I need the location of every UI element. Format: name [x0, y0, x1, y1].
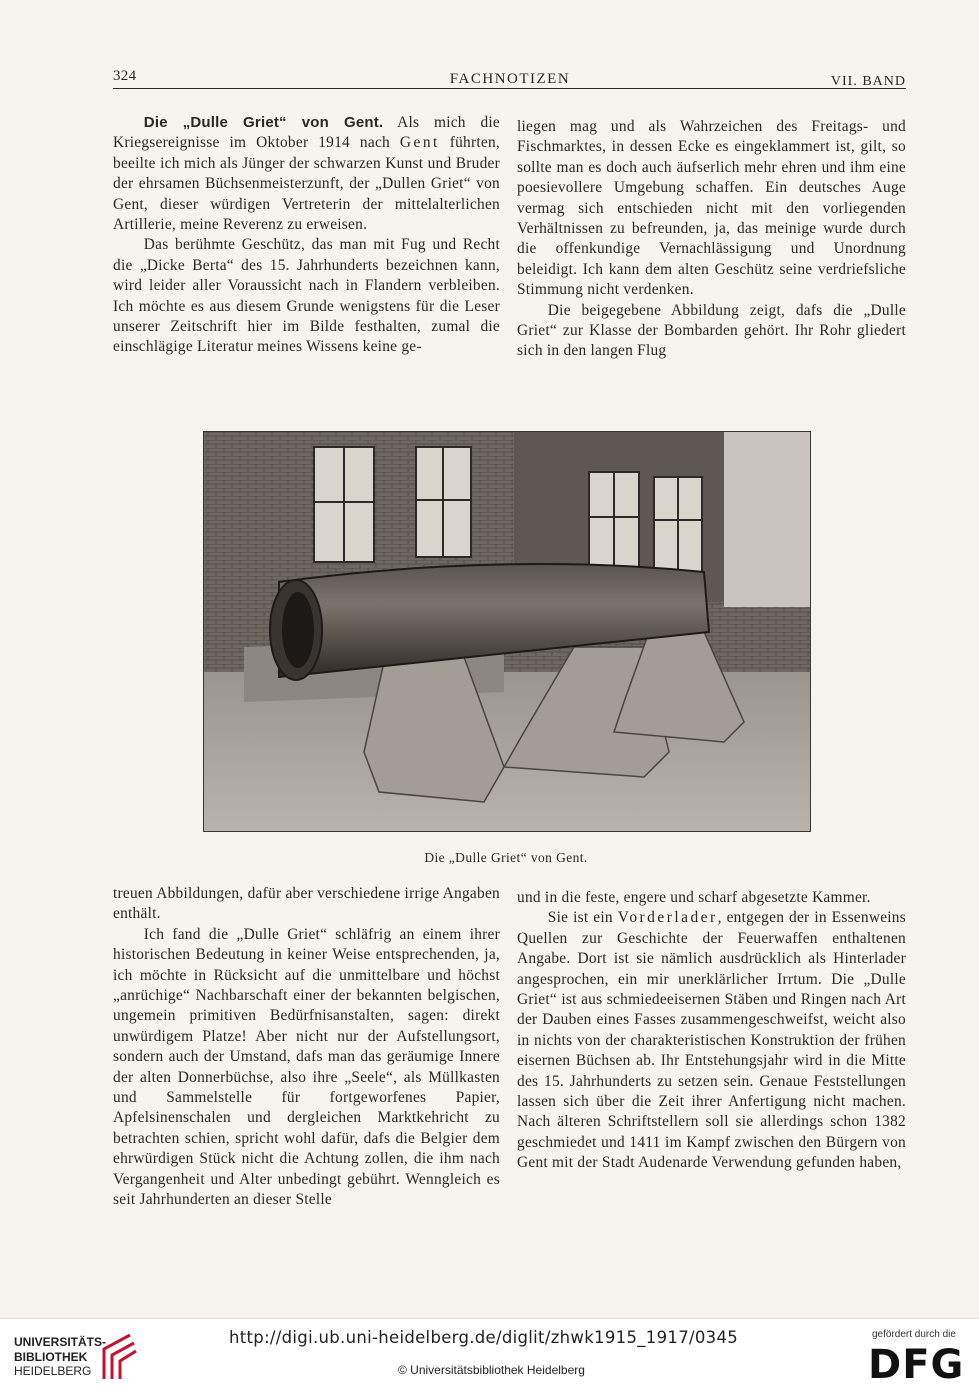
text-run: Als mich die Kriegsereignisse im Oktober 1914 nach [113, 114, 500, 152]
spaced-word: Vorderlader [617, 909, 718, 927]
running-title: FACHNOTIZEN [449, 71, 571, 87]
cannon-illustration [204, 432, 810, 831]
text-run: führten, beeilte ich mich als Jünger der schwarzen Kunst und Bruder der ehrsamen Büchsenmeisterzunft, der „Dullen Griet“ von Gent, dieser würdigen Vertreterin der mittelalterlichen Artillerie, meine Reverenz zu erweisen. [113, 134, 500, 234]
text-run: , entgegen der in Essenweins Quellen zur Geschichte der Feuerwaffen enthaltenen Angabe. Dort ist sie nämlich ausdrücklich als Hinterlader angesprochen, ein mir unerklärlicher Irrtum. Die „Dulle Griet“ ist aus schmiedeeisernen Stäben und Ringen nach Art der Dauben eines Fasses zusammengeschweifst, weicht also in nichts von der charakteristischen Konstruktion der frühen eisernen Büchsen ab. Ihr Entstehungsjahr wird in die Mitte des 15. Jahrhunderts zu setzen sein. Genaue Feststellungen lassen sich über die Zeit ihrer Anfertigung nicht machen. Nach älteren Schriftstellern soll sie allerdings schon 1382 geschmiedet und 1411 im Kampf zwischen den Bürgern von Gent mit der Stadt Audenarde Verwendung gefunden haben, [517, 909, 906, 1172]
text-column-4 [517, 888, 906, 1174]
dfg-logo[interactable]: DFG [868, 1342, 965, 1388]
library-name-line: BIBLIOTHEK [14, 1349, 88, 1364]
cannon-bore [282, 592, 314, 668]
library-mark-icon [100, 1331, 138, 1383]
paragraph: treuen Abbildungen, dafür aber verschiedene irrige Angaben enthält. [113, 885, 500, 923]
library-name-line: HEIDELBERG [14, 1364, 92, 1378]
library-logo[interactable] [14, 1331, 139, 1387]
background-houses [724, 432, 810, 607]
digitization-footer [0, 1318, 979, 1394]
paragraph: und in die feste, engere und scharf abgesetzte Kammer. [517, 889, 871, 906]
text-column-3 [113, 884, 500, 1211]
cannon-photograph [203, 431, 811, 832]
spaced-word: Gent [399, 134, 440, 152]
paragraph [517, 908, 906, 1173]
text-column-1 [113, 113, 500, 358]
paragraph: Ich fand die „Dulle Griet“ schläfrig an einem ihrer historischen Bedeutung in keiner Weise entsprechenden, ja, ich möchte in Rücksicht auf die unmittelbare und höchst „anrüchige“ Nachbarschaft einer der bekannten belgischen, ungemein primitiven Bedürfnisanstalten, sagen: direkt unwürdigem Platze! Aber nicht nur der Aufstellungsort, sondern auch der Umstand, dafs man das geräumige Innere der alten Donnerbüchse, also ihre „Seele“, als Müllkasten und Sammelstelle für fortgeworfenes Papier, Apfelsinenschalen und dergleichen Marktkehricht zu betrachten schien, spricht wohl dafür, dafs die Belgier dem ehrwürdigen Stück nicht die Achtung zollen, die ihm nach Vergangenheit und Alter unbedingt gebührt. Wenngleich es seit Jahrhunderten an dieser Stelle [113, 925, 500, 1209]
volume-label: VII. BAND [830, 74, 906, 89]
library-name [14, 1335, 106, 1379]
text-run: Sie ist ein [547, 909, 618, 927]
paragraph: Das berühmte Geschütz, das man mit Fug und Recht die „Dicke Berta“ des 15. Jahrhunderts bezeichnen kann, wird leider aller Voraussicht nach in Flandern verbleiben. Ich möchte es aus diesem Grunde wenigstens für die Leser unserer Zeitschrift hier im Bilde festhalten, zumal die einschlägige Literatur meines Wissens keine ge- [113, 236, 500, 356]
header-rule [113, 88, 906, 89]
paragraph: liegen mag und als Wahrzeichen des Freitags- und Fischmarktes, in dessen Ecke es eingeklammert ist, gilt, so sollte man es doch auch äufserlich mehr ehren und ihm eine poesievollere Umgebung schaffen. Ein deutsches Auge vermag sich entschieden nicht mit den vorliegenden Verhältnissen zu befreunden, ja, das meinige wurde durch die offenkundige Vernachlässigung und Unordnung beleidigt. Ich kann dem alten Geschütz seine verdriefsliche Stimmung nicht verdenken. [517, 118, 906, 299]
copyright-notice: © Universitätsbibliothek Heidelberg [398, 1363, 585, 1377]
text-column-2 [517, 117, 906, 362]
figure-caption: Die „Dulle Griet“ von Gent. [424, 850, 588, 865]
paragraph: Die beigegebene Abbildung zeigt, dafs die „Dulle Griet“ zur Klasse der Bombarden gehört. Ihr Rohr gliedert sich in den langen Flug [517, 301, 906, 360]
library-name-line: UNIVERSITÄTS- [14, 1335, 107, 1349]
source-url-link[interactable]: http://digi.ub.uni-heidelberg.de/diglit/zhwk1915_1917/0345 [229, 1328, 739, 1347]
funding-note: gefördert durch die [872, 1329, 956, 1340]
paragraph [113, 113, 500, 235]
page-number: 324 [113, 68, 137, 84]
article-title: Die „Dulle Griet“ von Gent. [143, 114, 384, 131]
